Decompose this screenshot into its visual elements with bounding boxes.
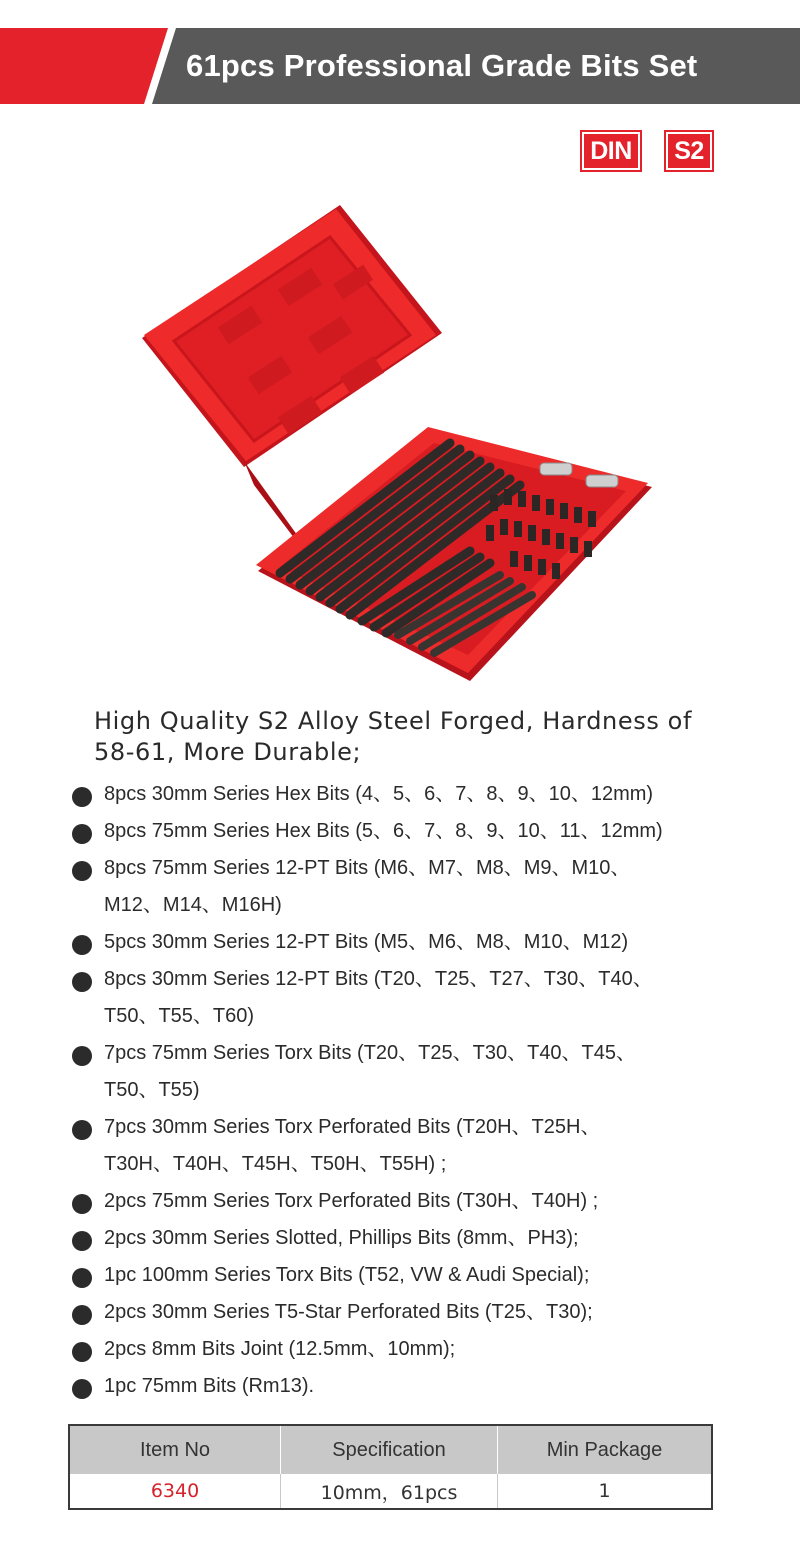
list-item: 1pc 75mm Bits (Rm13). bbox=[70, 1368, 750, 1405]
table-header-row bbox=[70, 1426, 711, 1474]
cell-specification: 10mm，61pcs bbox=[280, 1474, 497, 1508]
bullet-icon bbox=[72, 972, 92, 992]
bullet-icon bbox=[72, 1268, 92, 1288]
table-row bbox=[70, 1474, 711, 1508]
bullet-icon bbox=[72, 935, 92, 955]
intro-line: High Quality S2 Alloy Steel Forged, Hardness of bbox=[94, 707, 693, 735]
list-item: 8pcs 30mm Series 12-PT Bits (T20、T25、T27、T30、T40、 T50、T55、T60) bbox=[70, 961, 750, 1035]
cell-min-package: 1 bbox=[497, 1474, 711, 1508]
spec-table bbox=[68, 1424, 713, 1510]
cell-item-no: 6340 bbox=[150, 1480, 200, 1502]
list-item: 7pcs 75mm Series Torx Bits (T20、T25、T30、T40、T45、 T50、T55) bbox=[70, 1035, 750, 1109]
list-item: 8pcs 75mm Series Hex Bits (5、6、7、8、9、10、11、12mm) bbox=[70, 813, 750, 850]
intro-text bbox=[94, 706, 734, 768]
bullet-icon bbox=[72, 1231, 92, 1251]
list-item: 8pcs 30mm Series Hex Bits (4、5、6、7、8、9、10、12mm) bbox=[70, 776, 750, 813]
header-specification: Specification bbox=[280, 1426, 497, 1474]
bit-set-case-icon bbox=[130, 195, 670, 695]
certification-badges bbox=[580, 130, 714, 172]
intro-line: 58-61, More Durable; bbox=[94, 738, 362, 766]
header-item-no: Item No bbox=[139, 1438, 211, 1461]
bullet-icon bbox=[72, 1046, 92, 1066]
list-item: 2pcs 75mm Series Torx Perforated Bits (T30H、T40H) ; bbox=[70, 1183, 750, 1220]
page-title: 61pcs Professional Grade Bits Set bbox=[186, 48, 698, 83]
din-badge: DIN bbox=[580, 130, 642, 172]
bullet-icon bbox=[72, 861, 92, 881]
list-item: 1pc 100mm Series Torx Bits (T52, VW & Audi Special); bbox=[70, 1257, 750, 1294]
header-min-package: Min Package bbox=[497, 1426, 711, 1474]
bullet-icon bbox=[72, 1194, 92, 1214]
bullet-icon bbox=[72, 1379, 92, 1399]
bullet-icon bbox=[72, 787, 92, 807]
bullet-icon bbox=[72, 824, 92, 844]
bullet-icon bbox=[72, 1305, 92, 1325]
feature-list bbox=[70, 776, 750, 1405]
bullet-icon bbox=[72, 1342, 92, 1362]
list-item: 2pcs 30mm Series T5-Star Perforated Bits (T25、T30); bbox=[70, 1294, 750, 1331]
s2-badge: S2 bbox=[664, 130, 714, 172]
list-item: 8pcs 75mm Series 12-PT Bits (M6、M7、M8、M9、M10、 M12、M14、M16H) bbox=[70, 850, 750, 924]
list-item: 5pcs 30mm Series 12-PT Bits (M5、M6、M8、M10、M12) bbox=[70, 924, 750, 961]
list-item: 7pcs 30mm Series Torx Perforated Bits (T20H、T25H、 T30H、T40H、T45H、T50H、T55H) ; bbox=[70, 1109, 750, 1183]
bullet-icon bbox=[72, 1120, 92, 1140]
list-item: 2pcs 30mm Series Slotted, Phillips Bits (8mm、PH3); bbox=[70, 1220, 750, 1257]
list-item: 2pcs 8mm Bits Joint (12.5mm、10mm); bbox=[70, 1331, 750, 1368]
header-bar bbox=[0, 28, 800, 104]
